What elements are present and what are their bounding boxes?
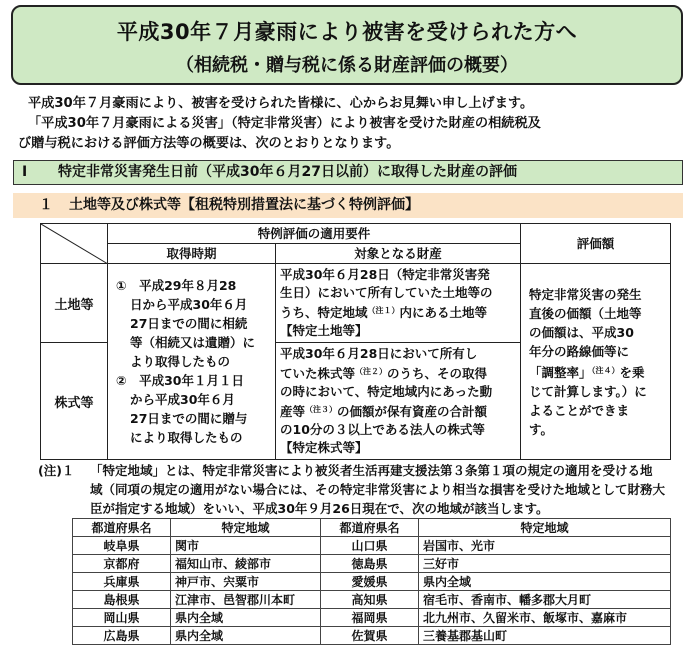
footnote-1 [38,461,688,518]
footnote-label: (注)１ [38,463,75,478]
pref-header: 都道府県名 [321,519,419,537]
row-label-stock: 株式等 [41,343,108,460]
footnote-line: 「特定地域」とは、特定非常災害により被災者生活再建支援法第３条第１項の規定の適用を受ける地 [90,463,653,478]
subsection-text: 土地等及び株式等【租税特別措置法に基づく特例評価】 [69,197,419,213]
footnote-line: 臣が指定する地域）をいい、平成30年９月26日現在で、次の地域が該当します。 [90,501,549,516]
eval-line: じて計算します。）に [529,383,647,399]
area-header: 特定地域 [171,519,321,537]
stock-prop-line: ていた株式等$^{(注2)}$のうち、その取得 [280,366,488,381]
prefecture-cell: 福岡県 [321,609,419,627]
header-requirements: 特例評価の適用要件 [108,224,521,244]
specified-area-table [72,518,671,645]
timing-line: 日から平成30年６月 [130,297,248,312]
row-label-land: 土地等 [41,264,108,343]
area-header: 特定地域 [419,519,671,537]
title-banner [11,5,683,85]
timing-cell [108,264,276,460]
timing-line: ② 平成30年１月１日 [116,373,244,388]
area-cell: 三好市 [419,555,671,573]
timing-line: により取得したもの [130,430,243,445]
timing-line: ① 平成29年８月28 [116,278,237,293]
stock-prop-line: 産等$^{(注3)}$の価額が保有資産の合計額 [280,404,488,419]
section-heading [13,160,683,185]
prefecture-cell: 岡山県 [73,609,171,627]
intro-line-3: び贈与税における評価方法等の概要は、次のとおりとなります。 [18,136,400,151]
timing-line: より取得したもの [130,354,231,369]
stock-prop-line: 【特定株式等】 [280,440,368,455]
prefecture-cell: 愛媛県 [321,573,419,591]
evaluation-cell [521,264,671,460]
timing-line: 27日までの間に贈与 [130,411,248,426]
area-cell: 江津市、邑智郡川本町 [171,591,321,609]
header-timing: 取得時期 [108,244,276,264]
table-row [73,591,671,609]
eval-line: よることができま [529,402,630,418]
timing-line: から平成30年６月 [130,392,235,407]
footnote-line: 域（同項の規定の適用がない場合には、その特定非常災害により相当な損害を受けた地域として財務大 [90,482,666,497]
table-row [73,573,671,591]
area-cell: 宿毛市、香南市、幡多郡大月町 [419,591,671,609]
eval-line: す。 [529,421,554,437]
area-cell: 三養基郡基山町 [419,627,671,645]
table-row [73,555,671,573]
prefecture-cell: 京都府 [73,555,171,573]
header-property: 対象となる財産 [276,244,521,264]
prefecture-cell: 広島県 [73,627,171,645]
stock-prop-line: の10分の３以上である法人の株式等 [280,422,485,437]
area-cell: 県内全域 [171,609,321,627]
area-cell: 福知山市、綾部市 [171,555,321,573]
subsection-heading [13,193,683,218]
section-number: Ⅰ [22,164,28,180]
note-ref: （注１） [367,306,400,315]
stock-property-cell [276,343,521,460]
prefecture-cell: 佐賀県 [321,627,419,645]
note-ref: （注２） [355,367,388,376]
note-ref: （注３） [305,405,338,414]
section-text: 特定非常災害発生日前（平成30年６月27日以前）に取得した財産の評価 [58,164,517,180]
prefecture-cell: 山口県 [321,537,419,555]
pref-header: 都道府県名 [73,519,171,537]
prefecture-cell: 島根県 [73,591,171,609]
evaluation-table [40,223,671,460]
subsection-number: １ [39,197,53,213]
prefecture-cell: 兵庫県 [73,573,171,591]
note-ref: （注４） [591,365,620,375]
land-prop-line: 平成30年６月28日（特定非常災害発 [280,267,490,282]
timing-line: 27日までの間に相続 [130,316,248,331]
prefecture-cell: 岐阜県 [73,537,171,555]
stock-prop-line: の時において、特定地域内にあった動 [280,384,493,399]
intro-line-2: 「平成30年７月豪雨による災害」（特定非常災害）により被害を受けた財産の相続税及 [28,116,541,131]
area-cell: 神戸市、宍粟市 [171,573,321,591]
area-cell: 関市 [171,537,321,555]
area-cell: 県内全域 [171,627,321,645]
header-eval: 評価額 [521,224,671,264]
stock-prop-line: 平成30年６月28日において所有し [280,346,478,361]
table-corner [41,224,108,264]
area-cell: 岩国市、光市 [419,537,671,555]
land-prop-line: 【特定土地等】 [280,323,368,338]
land-prop-line: うち、特定地域$^{(注1)}$内にある土地等 [280,305,488,320]
eval-line: 「調整率」$^{(注4)}$を乗 [529,364,645,380]
area-cell: 北九州市、久留米市、飯塚市、嘉麻市 [419,609,671,627]
table-row [73,537,671,555]
intro-line-1: 平成30年７月豪雨により、被害を受けられた皆様に、心からお見舞い申し上げます。 [28,96,534,111]
timing-line: 等（相続又は遺贈）に [130,335,256,350]
page-title: 平成30年７月豪雨により被害を受けられた方へ [116,20,578,44]
intro-paragraph [18,94,683,154]
prefecture-cell: 高知県 [321,591,419,609]
eval-line: の価額は、平成30 [529,324,634,340]
area-cell: 県内全域 [419,573,671,591]
corner-diagonal [41,224,108,264]
page-subtitle: （相続税・贈与税に係る財産評価の概要） [176,55,518,76]
land-prop-line: 生日）において所有していた土地等の [280,285,493,300]
eval-line: 特定非常災害の発生 [529,286,642,302]
eval-line: 年分の路線価等に [529,343,630,359]
eval-line: 直後の価額（土地等 [529,305,642,321]
land-property-cell [276,264,521,343]
table-row [73,609,671,627]
prefecture-cell: 徳島県 [321,555,419,573]
